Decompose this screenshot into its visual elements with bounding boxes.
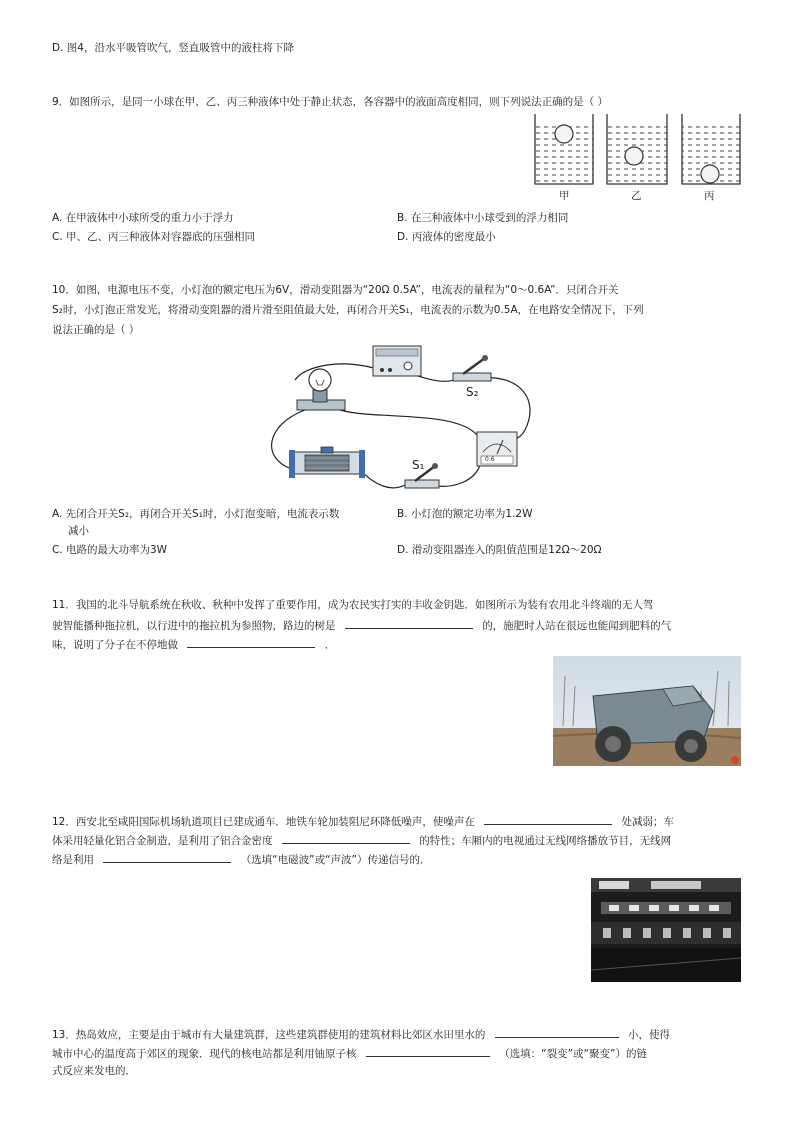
q10-option-a: A. 先闭合开关S₂，再闭合开关S₁时，小灯泡变暗，电流表示数 bbox=[52, 508, 340, 520]
bulb-icon bbox=[309, 369, 331, 391]
q8-option-d: D. 图4，沿水平吸管吹气，竖直吸管中的液柱将下降 bbox=[52, 42, 294, 54]
q11-line1: 11．我国的北斗导航系统在秋收、秋种中发挥了重要作用，成为农民实打实的丰收金钥匙．如图所示为装有农用北斗终端的无人驾 bbox=[52, 599, 654, 611]
q13-line1-text-a: 13．热岛效应，主要是由于城市有大量建筑群，这些建筑群使用的建筑材料比郊区水田里水的 bbox=[52, 1029, 486, 1041]
container-bing bbox=[682, 114, 740, 184]
lamp bbox=[297, 369, 345, 410]
q13-line1 bbox=[52, 1025, 670, 1043]
container-yi bbox=[607, 114, 667, 184]
q12-line2-text-b: 的特性；车厢内的电视通过无线网络播放节目，无线网 bbox=[419, 835, 672, 847]
q11-answer-blank-2[interactable] bbox=[187, 635, 315, 648]
label-yi: 乙 bbox=[631, 190, 642, 202]
q10-line1: 10．如图，电源电压不变，小灯泡的额定电压为6V，滑动变阻器为“20Ω 0.5A”，电流表的量程为“0～0.6A”．只闭合开关 bbox=[52, 284, 619, 296]
q13-line1-text-b: 小，使得 bbox=[628, 1029, 671, 1041]
q12-answer-blank-3[interactable] bbox=[103, 850, 231, 863]
rheostat bbox=[289, 447, 365, 478]
q10-option-b: B. 小灯泡的额定功率为1.2W bbox=[397, 508, 533, 520]
q12-line3-text-a: 络是利用 bbox=[52, 854, 94, 866]
q12-line2 bbox=[52, 831, 671, 849]
subway-photo bbox=[591, 878, 741, 982]
q12-answer-blank-2[interactable] bbox=[282, 831, 410, 844]
container-jia bbox=[535, 114, 593, 184]
q9-option-d: D. 丙液体的密度最小 bbox=[397, 231, 496, 243]
q11-line2-text-a: 驶智能播种拖拉机，以行进中的拖拉机为参照物，路边的树是 bbox=[52, 620, 336, 632]
q12-line3-text-b: （选填“电磁波”或“声波”）传递信号的． bbox=[240, 854, 431, 866]
q12-line2-text-a: 体采用轻量化铝合金制造，是利用了铝合金密度 bbox=[52, 835, 273, 847]
q13-line3: 式反应来发电的． bbox=[52, 1065, 136, 1077]
q11-line3-text-a: 味，说明了分子在不停地做 bbox=[52, 639, 178, 651]
ammeter bbox=[477, 432, 517, 466]
q10-line2: S₂时，小灯泡正常发光，将滑动变阻器的滑片滑至阻值最大处，再闭合开关S₁，电流表的示数为0.5A，在电路安全情况下，下列 bbox=[52, 304, 644, 316]
ammeter-scale-label: 0.6 bbox=[485, 456, 495, 463]
q9-option-c: C. 甲、乙、丙三种液体对容器底的压强相同 bbox=[52, 231, 256, 243]
q11-answer-blank-1[interactable] bbox=[345, 616, 473, 629]
q10-circuit-figure bbox=[255, 340, 545, 498]
ball-yi bbox=[625, 147, 643, 165]
q12-line1 bbox=[52, 812, 674, 830]
q13-answer-blank-2[interactable] bbox=[366, 1044, 490, 1057]
q10-option-a-cont: 减小 bbox=[68, 525, 89, 537]
q10-option-c: C. 电路的最大功率为3W bbox=[52, 544, 168, 556]
q11-line3-text-b: ． bbox=[324, 639, 336, 651]
label-s2: S₂ bbox=[466, 385, 479, 399]
q13-line2 bbox=[52, 1044, 647, 1062]
q10-option-d: D. 滑动变阻器连入的阻值范围是12Ω～20Ω bbox=[397, 544, 602, 556]
label-s1: S₁ bbox=[412, 458, 425, 472]
ball-jia bbox=[555, 125, 573, 143]
q10-line3: 说法正确的是（ ） bbox=[52, 324, 140, 336]
label-jia: 甲 bbox=[559, 190, 570, 202]
q12-line3 bbox=[52, 850, 430, 868]
power-supply bbox=[373, 346, 421, 376]
q11-line2 bbox=[52, 616, 671, 634]
q11-line2-text-b: 的，施肥时人站在很远也能闻到肥料的气 bbox=[482, 620, 672, 632]
q12-answer-blank-1[interactable] bbox=[484, 812, 612, 825]
label-bing: 丙 bbox=[704, 190, 715, 202]
q9-option-a: A. 在甲液体中小球所受的重力小于浮力 bbox=[52, 212, 234, 224]
switch-s2 bbox=[453, 355, 491, 381]
ball-bing bbox=[701, 165, 719, 183]
q11-line3 bbox=[52, 635, 335, 653]
q9-stem: 9．如图所示，是同一小球在甲、乙、丙三种液体中处于静止状态，各容器中的液面高度相同，则下列说法正确的是（ ） bbox=[52, 96, 609, 108]
q13-line2-text-a: 城市中心的温度高于郊区的现象．现代的核电站都是利用铀原子核 bbox=[52, 1048, 357, 1060]
q12-line1-text-a: 12．西安北至咸阳国际机场轨道项目已建成通车．地铁车轮加装阻尼环降低噪声，使噪声在 bbox=[52, 816, 475, 828]
q9-option-b: B. 在三种液体中小球受到的浮力相同 bbox=[397, 212, 569, 224]
tractor-photo bbox=[553, 656, 741, 766]
q12-line1-text-b: 处减弱；车 bbox=[621, 816, 675, 828]
q13-answer-blank-1[interactable] bbox=[495, 1025, 619, 1038]
q13-line2-text-b: （选填：“裂变”或“聚变”）的链 bbox=[499, 1048, 647, 1060]
